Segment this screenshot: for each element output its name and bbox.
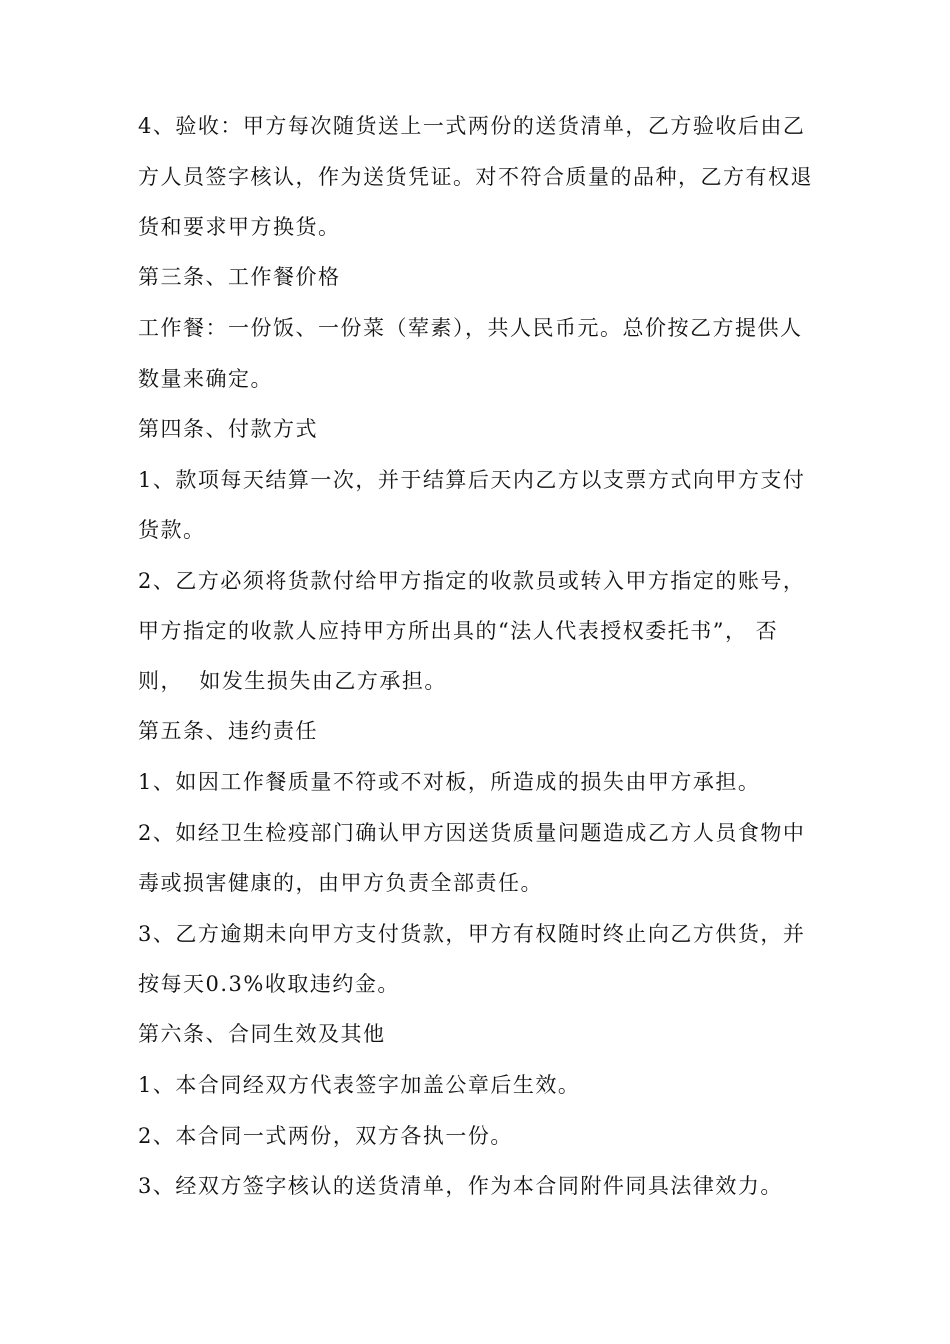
text-line: 3、乙方逾期未向甲方支付货款，甲方有权随时终止向乙方供货，并 xyxy=(138,922,806,946)
text-line: 3、经双方签字核认的送货清单，作为本合同附件同具法律效力。 xyxy=(138,1174,783,1198)
text-line: 1、本合同经双方代表签字加盖公章后生效。 xyxy=(138,1073,581,1097)
text-line: 1、款项每天结算一次，并于结算后天内乙方以支票方式向甲方支付 xyxy=(138,468,806,492)
section-heading-article-6: 第六条、合同生效及其他 xyxy=(138,1022,386,1046)
text-line: 甲方指定的收款人应持甲方所出具的“法人代表授权委托书”， 否 xyxy=(138,619,779,643)
text-line: 2、如经卫生检疫部门确认甲方因送货质量问题造成乙方人员食物中 xyxy=(138,821,806,845)
text-line: 工作餐：一份饭、一份菜（荤素），共人民币元。总价按乙方提供人 xyxy=(138,316,803,340)
text-line: 货和要求甲方换货。 xyxy=(138,215,341,239)
text-line: 按每天0.3%收取违约金。 xyxy=(138,972,400,996)
text-line: 毒或损害健康的，由甲方负责全部责任。 xyxy=(138,871,543,895)
text-line: 1、如因工作餐质量不符或不对板，所造成的损失由甲方承担。 xyxy=(138,770,761,794)
text-line: 方人员签字核认，作为送货凭证。对不符合质量的品种，乙方有权退 xyxy=(138,165,813,189)
text-line: 2、乙方必须将货款付给甲方指定的收款员或转入甲方指定的账号， xyxy=(138,569,806,593)
text-line: 2、本合同一式两份，双方各执一份。 xyxy=(138,1124,513,1148)
section-heading-article-3: 第三条、工作餐价格 xyxy=(138,265,341,289)
section-heading-article-5: 第五条、违约责任 xyxy=(138,719,318,743)
text-line: 货款。 xyxy=(138,518,206,542)
text-line: 则， 如发生损失由乙方承担。 xyxy=(138,669,447,693)
text-line-item-4-acceptance: 4、验收：甲方每次随货送上一式两份的送货清单，乙方验收后由乙 xyxy=(138,114,806,138)
section-heading-article-4: 第四条、付款方式 xyxy=(138,417,318,441)
text-line: 数量来确定。 xyxy=(138,367,273,391)
